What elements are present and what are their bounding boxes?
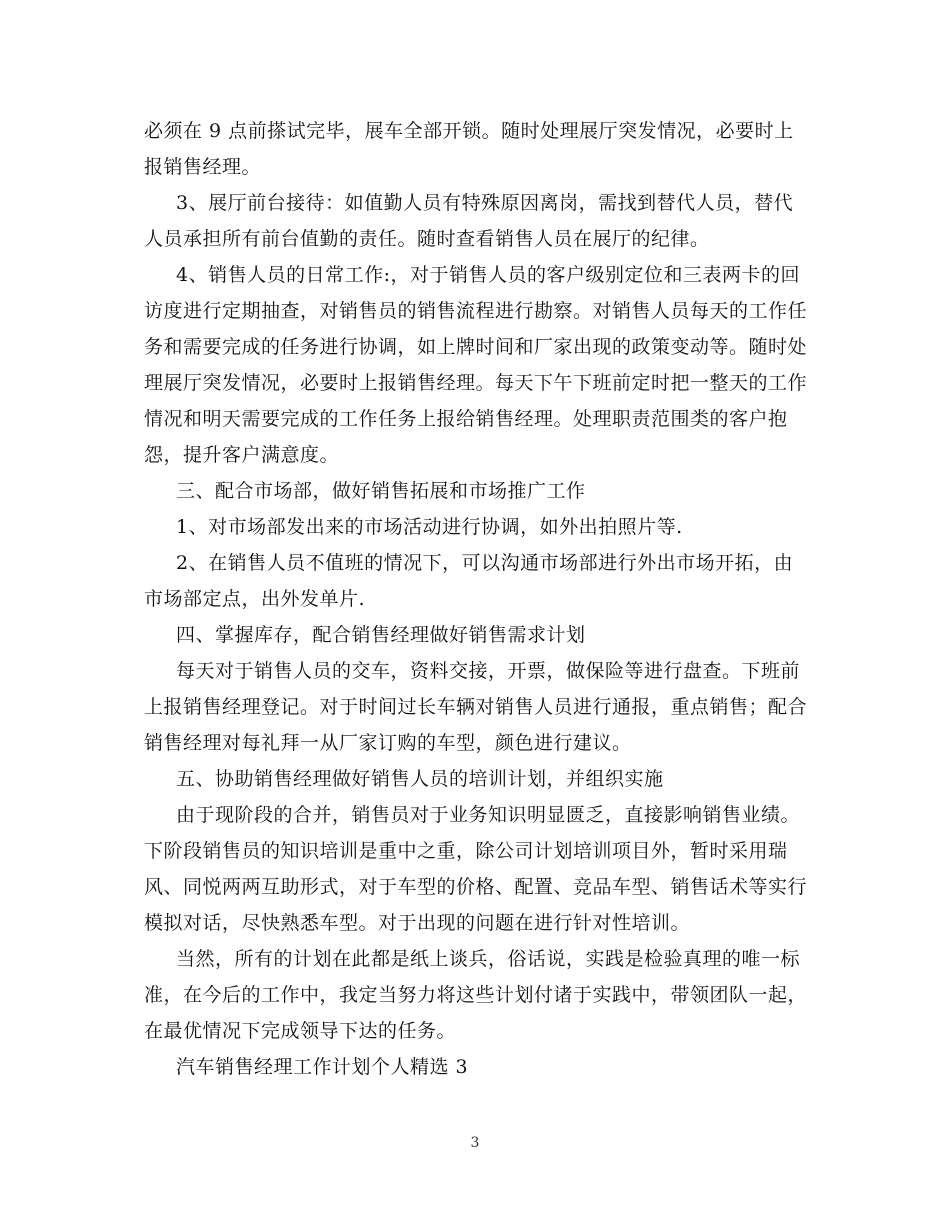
paragraph-training: 由于现阶段的合并，销售员对于业务知识明显匮乏，直接影响销售业绩。下阶段销售员的知识培训是重中之重，除公司计划培训项目外，暂时采用瑞风、同悦两两互助形式，对于车型的价格、配置、竞品车型、销售话术等实行模拟对话，尽快熟悉车型。对于出现的问题在进行针对性培训。 xyxy=(144,804,808,934)
page-number: 3 xyxy=(470,1135,480,1151)
document-body xyxy=(144,113,808,1085)
paragraph-marketing-2: 2、在销售人员不值班的情况下，可以沟通市场部进行外出市场开拓，由市场部定点，出外发单片. xyxy=(144,552,794,610)
paragraph-daily-work: 4、销售人员的日常工作:，对于销售人员的客户级别定位和三表两卡的回访度进行定期抽查，对销售员的销售流程进行勘察。对销售人员每天的工作任务和需要完成的任务进行协调，如上牌时间和厂家出现的政策变动等。随时处理展厅突发情况，必要时上报销售经理。每天下午下班前定时把一整天的工作情况和明天需要完成的工作任务上报给销售经理。处理职责范围类的客户抱怨，提升客户满意度。 xyxy=(144,264,808,466)
section-heading-marketing: 三、配合市场部，做好销售拓展和市场推广工作 xyxy=(176,480,586,502)
next-document-title: 汽车销售经理工作计划个人精选 3 xyxy=(176,1056,469,1078)
paragraph-marketing-1: 1、对市场部发出来的市场活动进行协调，如外出拍照片等. xyxy=(176,516,683,538)
section-heading-inventory: 四、掌握库存，配合销售经理做好销售需求计划 xyxy=(176,624,586,646)
paragraph-conclusion: 当然，所有的计划在此都是纸上谈兵，俗话说，实践是检验真理的唯一标准，在今后的工作中，我定当努力将这些计划付诸于实践中，带领团队一起，在最优情况下完成领导下达的任务。 xyxy=(144,948,808,1042)
paragraph-inventory: 每天对于销售人员的交车，资料交接，开票，做保险等进行盘查。下班前上报销售经理登记。对于时间过长车辆对销售人员进行通报，重点销售；配合销售经理对每礼拜一从厂家订购的车型，颜色进行建议。 xyxy=(144,660,808,754)
paragraph-reception: 3、展厅前台接待：如值勤人员有特殊原因离岗，需找到替代人员，替代人员承担所有前台值勤的责任。随时查看销售人员在展厅的纪律。 xyxy=(144,192,794,250)
section-heading-training: 五、协助销售经理做好销售人员的培训计划，并组织实施 xyxy=(176,768,664,790)
paragraph-continuation: 必须在 9 点前搽试完毕，展车全部开锁。随时处理展厅突发情况，必要时上报销售经理。 xyxy=(144,120,794,178)
